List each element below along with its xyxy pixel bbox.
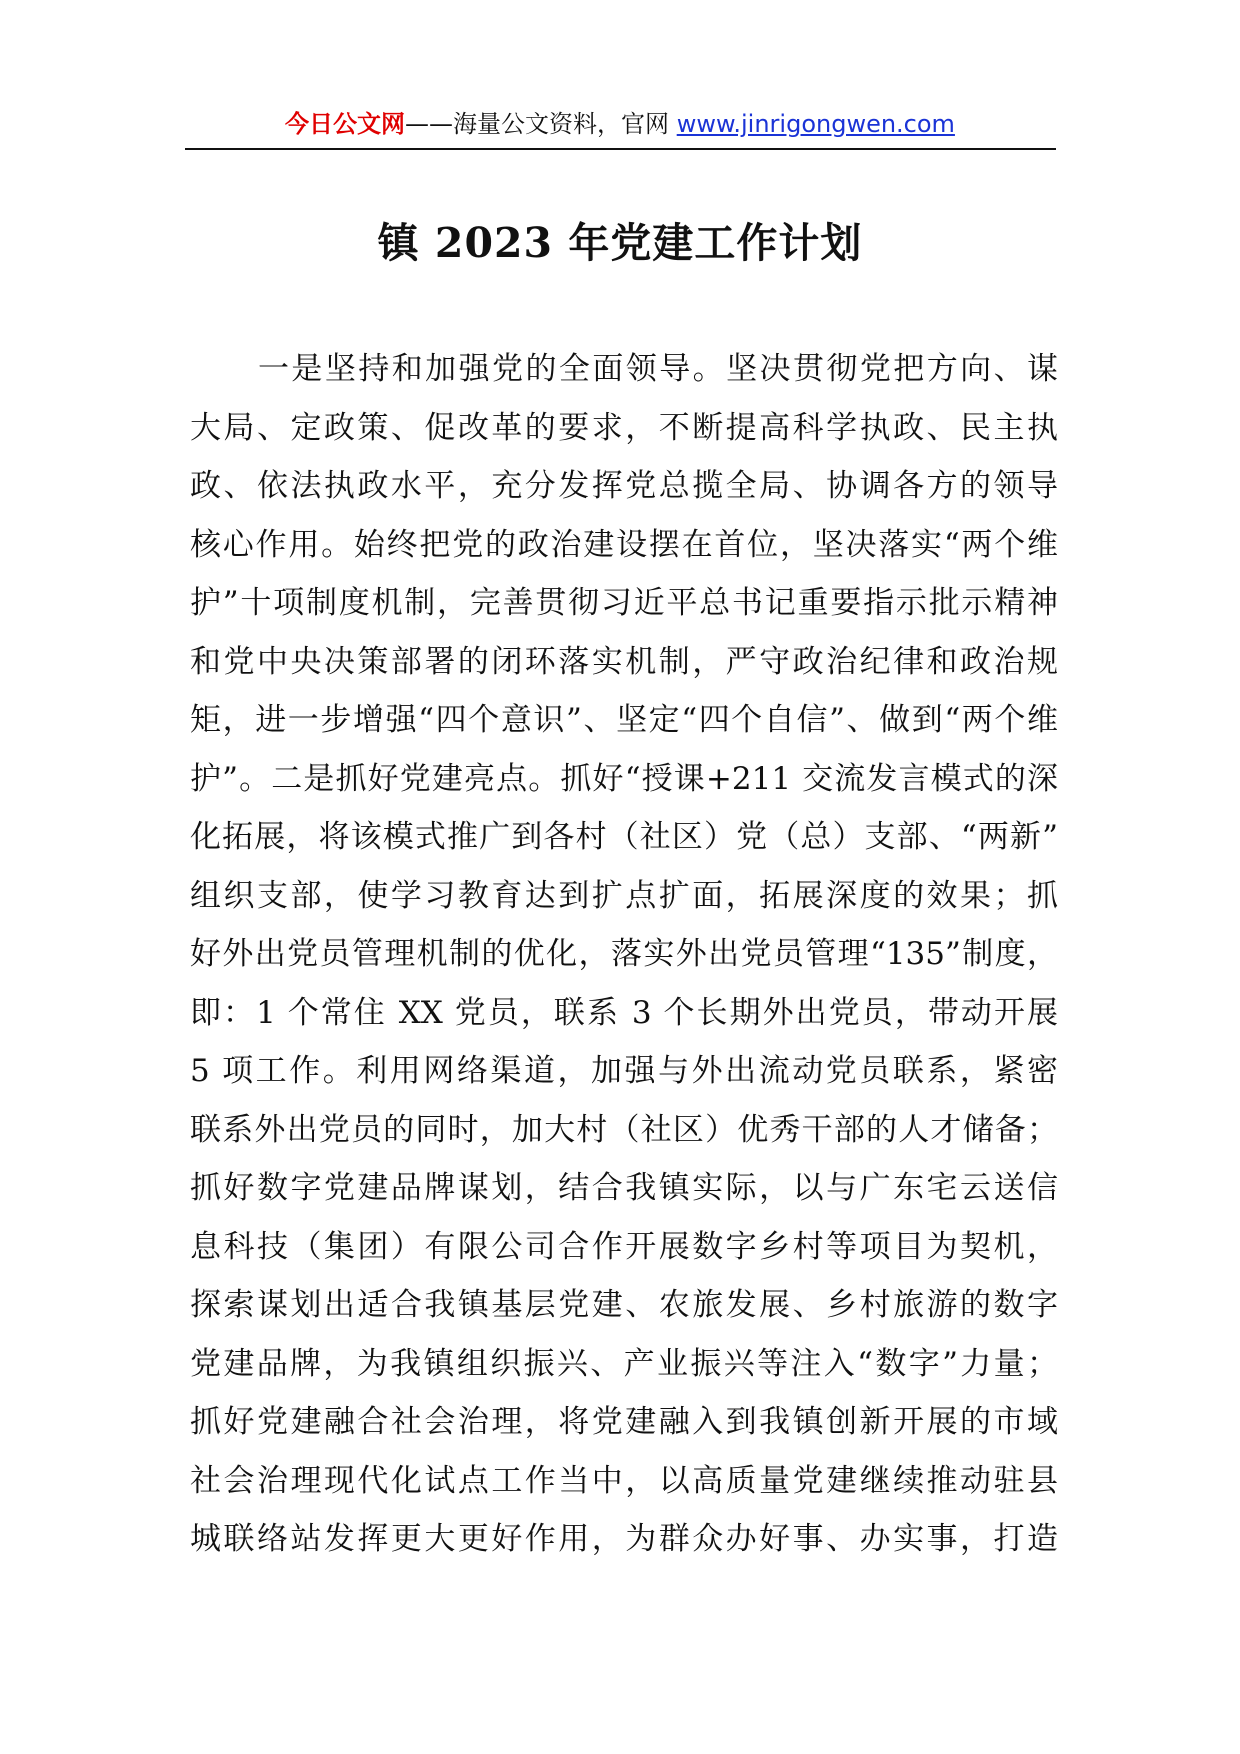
body-line: 抓好数字党建品牌谋划，结合我镇实际，以与广东宅云送信	[190, 1170, 1058, 1206]
body-line: 化拓展，将该模式推广到各村（社区）党（总）支部、“两新”	[190, 819, 1058, 855]
body-line: 大局、定政策、促改革的要求，不断提高科学执政、民主执	[190, 409, 1058, 446]
body-line: 社会治理现代化试点工作当中，以高质量党建继续推动驻县	[190, 1462, 1058, 1499]
body-line: 息科技（集团）有限公司合作开展数字乡村等项目为契机，	[190, 1228, 1058, 1265]
header-tagline: ——海量公文资料，官网	[405, 110, 677, 138]
body-line: 即：1 个常住 XX 党员，联系 3 个长期外出党员，带动开展	[190, 994, 1058, 1031]
body-line: 党建品牌，为我镇组织振兴、产业振兴等注入“数字”力量；	[190, 1345, 1058, 1382]
body-line: 护”。二是抓好党建亮点。抓好“授课+211 交流发言模式的深	[190, 760, 1058, 797]
body-line: 和党中央决策部署的闭环落实机制，严守政治纪律和政治规	[190, 643, 1058, 680]
body-line: 政、依法执政水平，充分发挥党总揽全局、协调各方的领导	[190, 468, 1058, 504]
body-line: 一是坚持和加强党的全面领导。坚决贯彻党把方向、谋	[258, 351, 1058, 387]
document-body	[190, 340, 1058, 1569]
body-line: 护”十项制度机制，完善贯彻习近平总书记重要指示批示精神	[190, 585, 1058, 621]
body-line: 城联络站发挥更大更好作用，为群众办好事、办实事，打造	[190, 1521, 1058, 1557]
body-line: 联系外出党员的同时，加大村（社区）优秀干部的人才储备；	[190, 1111, 1058, 1148]
body-line: 矩，进一步增强“四个意识”、坚定“四个自信”、做到“两个维	[190, 702, 1058, 738]
body-line: 好外出党员管理机制的优化，落实外出党员管理“135”制度，	[190, 936, 1058, 972]
body-line: 5 项工作。利用网络渠道，加强与外出流动党员联系，紧密	[190, 1053, 1058, 1089]
body-line: 核心作用。始终把党的政治建设摆在首位，坚决落实“两个维	[190, 526, 1058, 563]
website-link[interactable]: www.jinrigongwen.com	[676, 110, 955, 138]
body-line: 组织支部，使学习教育达到扩点扩面，拓展深度的效果；抓	[190, 877, 1058, 914]
header-divider	[185, 148, 1056, 150]
body-line: 探索谋划出适合我镇基层党建、农旅发展、乡村旅游的数字	[190, 1287, 1058, 1323]
document-title: 镇 2023 年党建工作计划	[377, 219, 863, 267]
site-header	[185, 102, 1055, 146]
body-line: 抓好党建融合社会治理，将党建融入到我镇创新开展的市域	[190, 1404, 1058, 1440]
brand-name: 今日公文网	[285, 110, 406, 138]
